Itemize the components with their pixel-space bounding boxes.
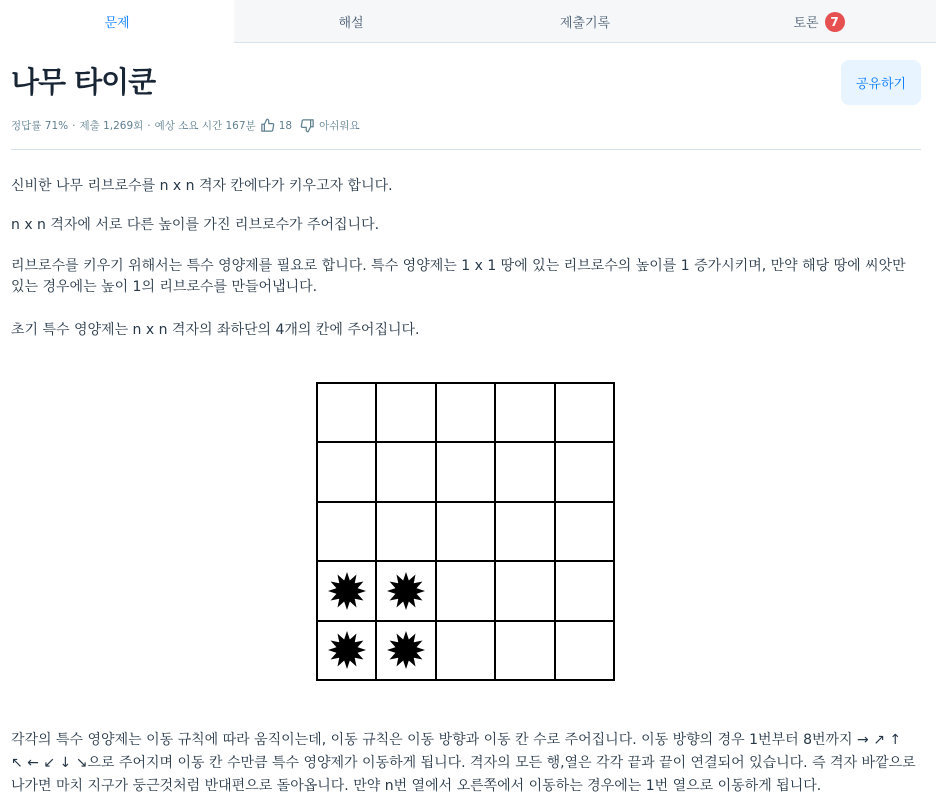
dislike-label: 아쉬워요 [319, 120, 360, 132]
sun-icon [327, 571, 367, 611]
description-paragraph: 초기 특수 영양제는 n x n 격자의 좌하단의 4개의 칸에 주어집니다. [11, 322, 420, 338]
discussion-count-badge: 7 [825, 12, 845, 32]
thumbs-down-icon [300, 118, 315, 133]
page-title: 나무 타이쿤 [11, 65, 156, 99]
description-paragraph: 리브로수를 키우기 위해서는 특수 영양제를 필요로 합니다. 특수 영양제는 1 x 1 땅에 있는 리브로수의 높이를 1 증가시키며, 만약 해당 땅에 씨앗만 있는 경우에는 높이 1의 리브로수를 만들어냅니다. [11, 258, 906, 295]
grid-cell [317, 621, 376, 680]
grid-cell [376, 442, 435, 501]
estimated-time: 예상 소요 시간 167분 [154, 120, 256, 132]
grid-cell [436, 561, 495, 620]
sun-icon [386, 571, 426, 611]
like-count: 18 [278, 119, 293, 132]
tab-problem[interactable] [0, 0, 234, 44]
grid-cell [495, 621, 554, 680]
grid-cell [436, 502, 495, 561]
description-paragraph: n x n 격자에 서로 다른 높이를 가진 리브로수가 주어집니다. [11, 217, 380, 233]
tab-solution[interactable] [234, 0, 468, 43]
thumbs-up-icon [260, 118, 275, 133]
like-button[interactable] [260, 118, 292, 133]
grid-cell [495, 561, 554, 620]
grid-cell [436, 621, 495, 680]
grid-cell [495, 502, 554, 561]
separator-dot: · [72, 119, 76, 132]
grid-cell [436, 383, 495, 442]
header-divider [11, 149, 921, 150]
grid-cell [495, 383, 554, 442]
grid-cell [495, 442, 554, 501]
accuracy-rate: 정답률 71% [11, 120, 69, 132]
grid-cell [317, 442, 376, 501]
tab-submissions[interactable] [468, 0, 702, 43]
separator-dot: · [147, 119, 151, 132]
grid-cell [555, 502, 614, 561]
problem-tabs [0, 0, 936, 43]
tab-label: 해설 [338, 16, 364, 31]
submission-count: 제출 1,269회 [79, 120, 144, 132]
dislike-button[interactable] [300, 118, 360, 133]
problem-meta [11, 118, 360, 133]
grid-cell [376, 502, 435, 561]
sun-icon [386, 630, 426, 670]
grid-cell [555, 383, 614, 442]
description-paragraph: 각각의 특수 영양제는 이동 규칙에 따라 움직이는데, 이동 규칙은 이동 방향과 이동 칸 수로 주어집니다. 이동 방향의 경우 1번부터 8번까지 → ↗ ↑ ↖ ← ↙ ↓ ↘으로 주어지며 이동 칸 수만큼 특수 영양제가 이동하게 됩니다. 격자의 모든 행,열은 각각 끝과 끝이 연결되어 있습니다. 즉 격자 바깥으로 나가면 마치 지구가 둥근것처럼 반대편으로 돌아옵니다. 만약 n번 열에서 오른쪽에서 이동하는 경우에는 1번 열으로 이동하게 됩니다. [11, 732, 916, 794]
nutrient-grid-figure [316, 382, 615, 681]
grid-cell [376, 383, 435, 442]
grid-cell [317, 502, 376, 561]
grid-cell [436, 442, 495, 501]
tab-label: 문제 [104, 16, 130, 31]
grid-cell [555, 442, 614, 501]
sun-icon [327, 630, 367, 670]
share-button[interactable]: 공유하기 [841, 60, 921, 105]
description-paragraph: 신비한 나무 리브로수를 n x n 격자 칸에다가 키우고자 합니다. [11, 178, 393, 194]
grid-cell [317, 383, 376, 442]
grid-cell [376, 561, 435, 620]
grid-cell [376, 621, 435, 680]
grid-cell [555, 561, 614, 620]
grid-cell [317, 561, 376, 620]
tab-label: 토론 [793, 16, 819, 31]
tab-label: 제출기록 [559, 16, 611, 31]
grid-cell [555, 621, 614, 680]
tab-discussion[interactable] [702, 0, 936, 43]
